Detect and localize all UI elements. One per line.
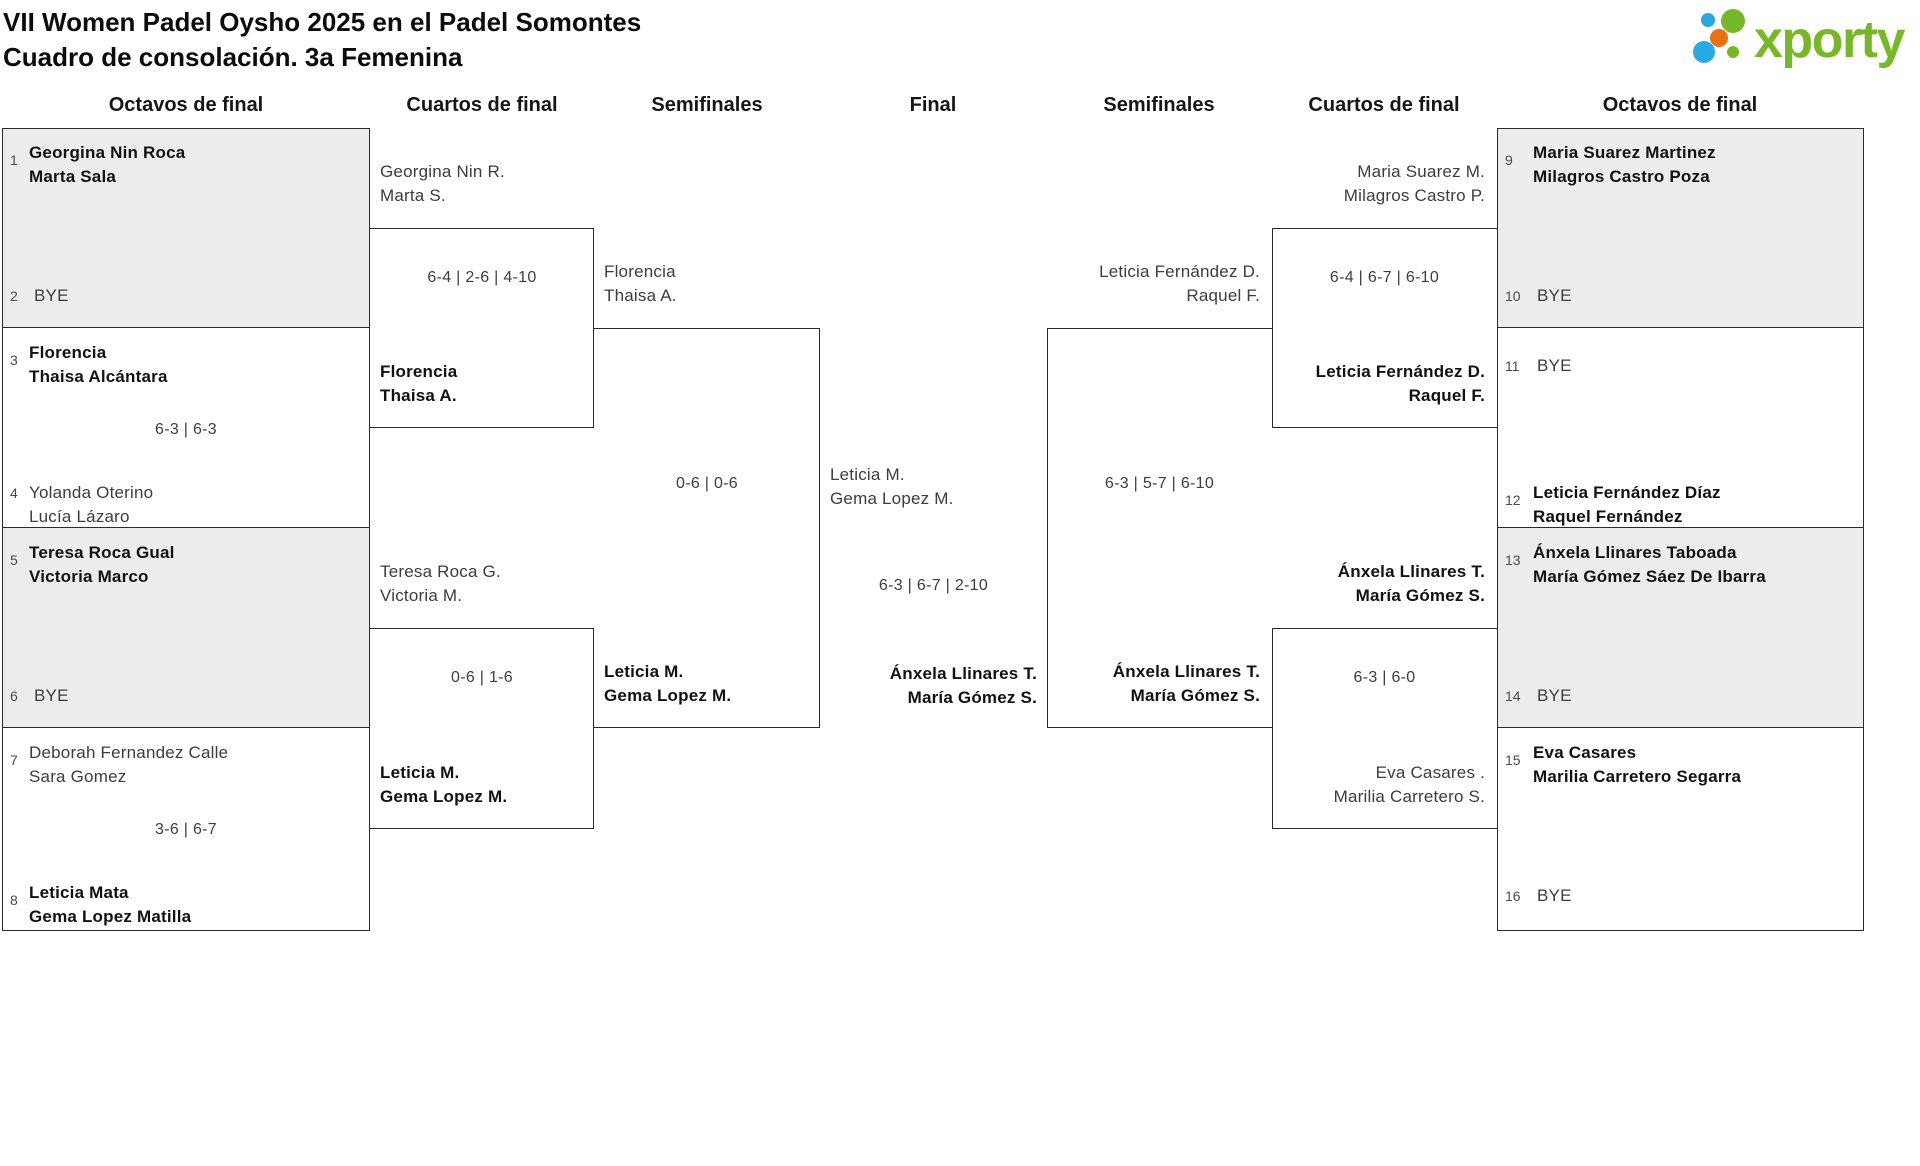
team-name-line: Yolanda Oterino — [29, 483, 154, 502]
match-score: 6-4 | 6-7 | 6-10 — [1329, 269, 1440, 286]
page-title-line1: VII Women Padel Oysho 2025 en el Padel Somontes — [3, 7, 642, 37]
match-score: 6-3 | 5-7 | 6-10 — [1104, 475, 1215, 492]
team-names — [1537, 884, 1572, 908]
team-names — [1533, 141, 1716, 189]
round-header-sf-right: Semifinales — [1103, 94, 1215, 116]
team-name-line: Eva Casares — [1533, 743, 1637, 762]
team-names — [1057, 260, 1260, 308]
team-name-line: Thaisa A. — [604, 286, 677, 305]
seed-number: 8 — [10, 892, 18, 908]
seed-number: 12 — [1505, 492, 1521, 508]
match-score: 6-3 | 6-7 | 2-10 — [878, 577, 989, 594]
team-name-line: Teresa Roca G. — [380, 562, 501, 581]
team-name-line: Ánxela Llinares Taboada — [1533, 543, 1737, 562]
team-name-line: Maria Suarez M. — [1357, 162, 1485, 181]
round-header-r16-right: Octavos de final — [1602, 94, 1758, 116]
team-names — [29, 341, 168, 389]
match-score: 6-4 | 2-6 | 4-10 — [427, 269, 537, 286]
team-names — [29, 741, 228, 789]
team-name-line: Leticia M. — [604, 662, 684, 681]
logo-dot-green-small — [1727, 46, 1739, 58]
team-name-line: Florencia — [29, 343, 107, 362]
team-name-line: Leticia Fernández D. — [1315, 362, 1485, 381]
team-name-line: BYE — [1537, 686, 1572, 705]
team-name-line: Deborah Fernandez Calle — [29, 743, 229, 762]
team-name-line: Florencia — [380, 362, 458, 381]
team-name-line: María Gómez Sáez De Ibarra — [1533, 567, 1766, 586]
team-name-line: Raquel Fernández — [1533, 507, 1683, 526]
seed-number: 14 — [1505, 688, 1521, 704]
round-header-r16-left: Octavos de final — [108, 94, 264, 116]
team-name-line: Georgina Nin R. — [380, 162, 505, 181]
logo-text: xporty — [1754, 11, 1904, 69]
team-names — [1537, 684, 1572, 708]
team-names — [1057, 660, 1260, 708]
seed-number: 16 — [1505, 888, 1521, 904]
team-names — [380, 560, 501, 608]
team-names — [1282, 560, 1485, 608]
team-names — [29, 141, 185, 189]
seed-number: 13 — [1505, 552, 1521, 568]
seed-number: 11 — [1505, 358, 1520, 374]
team-name-line: Marta S. — [380, 186, 446, 205]
team-names — [830, 463, 1037, 511]
team-name-line: María Gómez S. — [1355, 586, 1485, 605]
team-name-line: Leticia M. — [830, 465, 905, 484]
seed-number: 6 — [10, 688, 18, 704]
seed-number: 7 — [10, 752, 18, 768]
seed-number: 2 — [10, 288, 18, 304]
team-name-line: Raquel F. — [1408, 386, 1485, 405]
seed-number: 9 — [1505, 152, 1513, 168]
team-names — [29, 881, 191, 929]
team-names — [380, 761, 507, 809]
round-header-sf-left: Semifinales — [651, 94, 763, 116]
team-name-line: Thaisa Alcántara — [29, 367, 168, 386]
team-name-line: Sara Gomez — [29, 767, 127, 786]
match-score: 0-6 | 0-6 — [676, 475, 738, 492]
team-name-line: Lucía Lázaro — [29, 507, 130, 526]
team-name-line: Gema Lopez M. — [604, 686, 732, 705]
team-name-line: María Gómez S. — [907, 688, 1037, 707]
team-name-line: Florencia — [604, 262, 676, 281]
team-names — [1533, 481, 1721, 529]
team-names — [380, 160, 505, 208]
team-name-line: Leticia M. — [380, 763, 460, 782]
team-name-line: Leticia Fernández Díaz — [1533, 483, 1721, 502]
team-names — [29, 481, 153, 529]
seed-number: 15 — [1505, 752, 1521, 768]
team-name-line: Victoria M. — [380, 586, 463, 605]
team-name-line: Marilia Carretero S. — [1333, 787, 1485, 806]
seed-number: 10 — [1505, 288, 1521, 304]
team-name-line: Thaisa A. — [380, 386, 457, 405]
logo-dot-blue-large — [1693, 41, 1715, 63]
round-header-final: Final — [909, 94, 957, 116]
team-names — [604, 260, 677, 308]
team-name-line: Leticia Fernández D. — [1099, 262, 1260, 281]
team-name-line: Raquel F. — [1186, 286, 1260, 305]
page-title — [3, 5, 641, 75]
match-score: 3-6 | 6-7 — [155, 821, 217, 838]
team-name-line: Ánxela Llinares T. — [889, 664, 1037, 683]
match-score: 6-3 | 6-0 — [1353, 669, 1416, 686]
team-name-line: Milagros Castro P. — [1343, 186, 1485, 205]
seed-number: 1 — [10, 152, 18, 168]
team-name-line: María Gómez S. — [1130, 686, 1260, 705]
team-names — [1282, 160, 1485, 208]
logo-dot-green-large — [1721, 9, 1745, 33]
team-name-line: Georgina Nin Roca — [29, 143, 186, 162]
team-names — [1533, 541, 1766, 589]
match-score: 0-6 | 1-6 — [451, 669, 513, 686]
team-name-line: BYE — [1537, 286, 1572, 305]
team-name-line: Leticia Mata — [29, 883, 129, 902]
round-header-qf-right: Cuartos de final — [1308, 94, 1460, 116]
round-header-qf-left: Cuartos de final — [406, 94, 558, 116]
team-name-line: Marta Sala — [29, 167, 117, 186]
team-names — [380, 360, 457, 408]
team-names — [29, 541, 175, 589]
team-name-line: Gema Lopez M. — [380, 787, 508, 806]
team-names — [1533, 741, 1741, 789]
seed-number: 5 — [10, 552, 18, 568]
team-name-line: BYE — [34, 286, 69, 305]
team-names — [34, 684, 69, 708]
team-name-line: Milagros Castro Poza — [1533, 167, 1710, 186]
seed-number: 3 — [10, 352, 18, 368]
page-title-line2: Cuadro de consolación. 3a Femenina — [3, 42, 463, 72]
team-names — [1537, 354, 1572, 378]
team-names — [604, 660, 731, 708]
team-name-line: Marilia Carretero Segarra — [1533, 767, 1742, 786]
team-names — [1282, 761, 1485, 809]
team-name-line: BYE — [34, 686, 69, 705]
team-names — [34, 284, 69, 308]
team-name-line: Victoria Marco — [29, 567, 149, 586]
team-names — [1537, 284, 1572, 308]
team-name-line: Teresa Roca Gual — [29, 543, 175, 562]
seed-number: 4 — [10, 485, 18, 501]
team-name-line: BYE — [1537, 356, 1572, 375]
team-name-line: Ánxela Llinares T. — [1112, 662, 1260, 681]
match-score: 6-3 | 6-3 — [155, 421, 217, 438]
team-names — [1282, 360, 1485, 408]
team-name-line: Eva Casares . — [1375, 763, 1485, 782]
team-name-line: Gema Lopez M. — [830, 489, 954, 508]
team-name-line: Ánxela Llinares T. — [1337, 562, 1485, 581]
team-name-line: BYE — [1537, 886, 1572, 905]
team-name-line: Maria Suarez Martinez — [1533, 143, 1716, 162]
team-name-line: Gema Lopez Matilla — [29, 907, 192, 926]
team-names — [830, 662, 1037, 710]
logo-dot-blue-small — [1701, 13, 1715, 27]
